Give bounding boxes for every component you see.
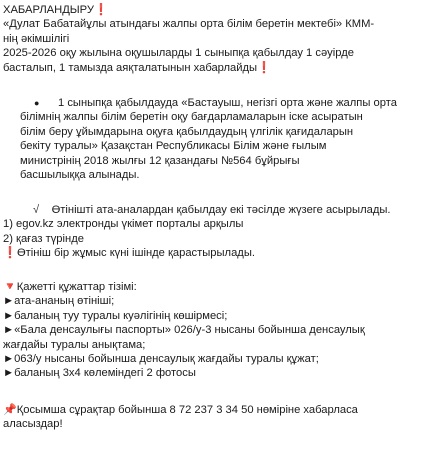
documents-title-line: [3, 280, 427, 294]
application-intro: Өтінішті ата-аналардан қабылдау екі тәсілде жүзеге асырылады.: [51, 204, 391, 216]
rules-line: 1 сыныпқа қабылдауда «Бастауыш, негізгі орта және жалпы орта: [58, 97, 397, 109]
header-line-last: басталып, 1 тамызда аяқталатынын хабарлайды❗: [3, 61, 272, 74]
application-note: Өтініш бір жұмыс күні ішінде қарастырылады.: [16, 247, 255, 260]
documents-section: [3, 280, 427, 381]
contact-section: [3, 403, 427, 432]
rules-line: басшылыққа алынады.: [20, 169, 140, 182]
arrow-icon: ►: [3, 324, 15, 337]
contact-line: [3, 403, 427, 417]
arrow-icon: ►: [3, 309, 15, 322]
announcement-title-line: [3, 3, 427, 17]
header-line: «Дулат Бабатайұлы атындағы жалпы орта білім беретін мектебі» КММ-: [3, 18, 375, 31]
exclamation-icon: ❗: [94, 4, 108, 16]
arrow-icon: ►: [3, 295, 15, 308]
contact-line-end: аласыздар!: [3, 418, 63, 431]
application-way: 2) қағаз түрінде: [3, 232, 84, 245]
application-intro-line: [3, 203, 427, 217]
bullet-icon: ●: [34, 98, 40, 108]
document-item: ►баланың туу туралы куәлігінің көшірмесі;: [3, 309, 228, 322]
announcement-header: [3, 3, 427, 75]
pushpin-icon: 📌: [3, 404, 17, 416]
document-item: ►баланың 3х4 көлеміндегі 2 фотосы: [3, 367, 196, 380]
document-item: ►«Бала денсаулығы паспорты» 026/у-3 нысаны бойынша денсаулық: [3, 324, 365, 337]
rules-line: білім беру ұйымдарына оқуға қабылдаудың үлгілік қағидаларын: [20, 125, 354, 138]
documents-title: Қажетті құжаттар тізімі:: [16, 281, 137, 293]
red-triangle-icon: 🔻: [3, 281, 17, 293]
header-line: 2025-2026 оқу жылына оқушыларды 1 сыныпқа қабылдау 1 сәуірде: [3, 47, 354, 60]
document-item: ►ата-ананың өтініші;: [3, 295, 115, 308]
checkmark-icon: √: [33, 204, 40, 216]
rules-paragraph: [20, 96, 418, 182]
exclamation-icon: ❗: [257, 61, 272, 74]
header-line: нің әкімшілігі: [3, 32, 70, 45]
announcement-title: ХАБАРЛАНДЫРУ: [3, 4, 95, 16]
document-item: ►063/у нысаны бойынша денсаулық жағдайы туралы құжат;: [3, 353, 319, 366]
exclamation-icon: ❗: [3, 247, 17, 260]
rules-line: білімнің жалпы білім беретін оқу бағдарламаларын іске асыратын: [20, 111, 363, 124]
document-item-continuation: жағдайы туралы анықтама;: [3, 338, 146, 351]
rules-line: министрінің 2018 жылғы 12 қазандағы №564 бұйрығы: [20, 154, 300, 167]
rules-line: бекіту туралы» Қазақстан Республикасы Білім және ғылым: [20, 140, 327, 153]
arrow-icon: ►: [3, 353, 15, 366]
application-section: [3, 203, 427, 261]
contact-text: Қосымша сұрақтар бойынша 8 72 237 3 34 50 нөміріне хабарласа: [16, 404, 358, 416]
application-note-line: [3, 246, 427, 260]
application-way: 1) egov.kz электронды үкімет порталы арқылы: [3, 218, 244, 231]
arrow-icon: ►: [3, 367, 15, 380]
